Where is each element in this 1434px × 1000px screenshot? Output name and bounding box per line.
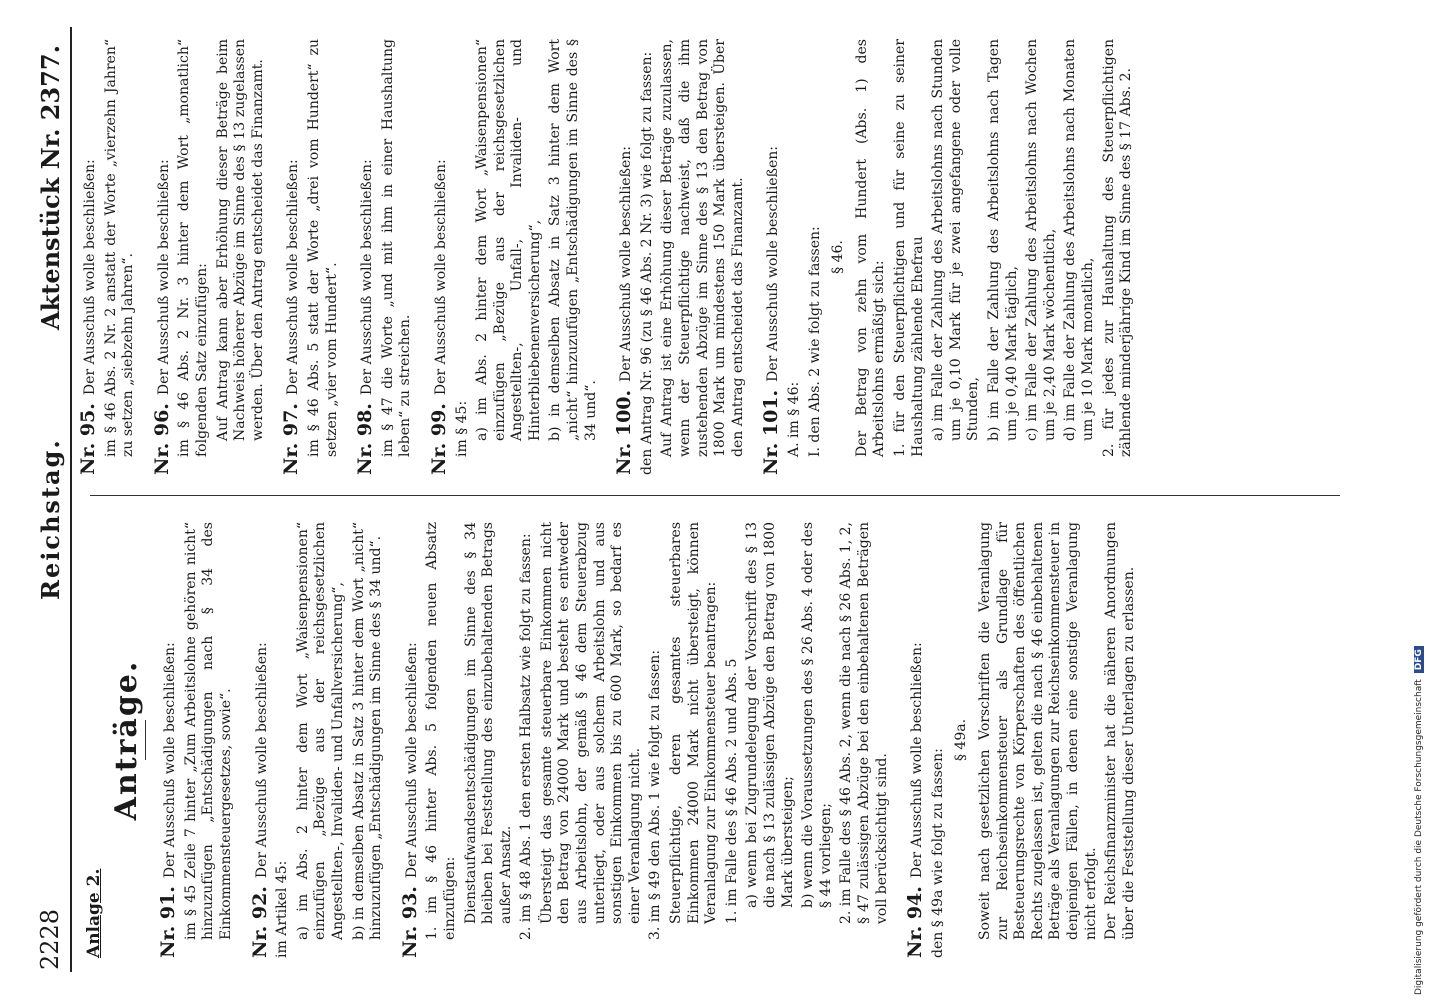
antrag-line: Der Ausschuß wolle beschließen: [253,642,270,879]
antrag-number: Nr. 95. [77,403,99,475]
antrag-line: im § 46 Abs. 5 statt der Worte „drei vom Hundert“ zu setzen „vier vom Hundert“. [305,39,340,457]
paragraph-heading: § 46. [830,240,847,274]
antrag-line: 2. für jedes zur Haushaltung des Steuerpflichtigen zählende minderjährige Kind im Sinne des § 17 Abs. 2. [1100,39,1135,457]
antrag-line: im Artikel 45: [274,860,291,958]
left-column [80,522,1350,958]
antrag-line: im § 45: [453,400,470,457]
antrag-line: den Antrag Nr. 96 (zu § 46 Abs. 2 Nr. 3) wie folgt zu fassen: [638,51,655,475]
antrag-line: Der Ausschuß wolle beschließen: [618,146,635,382]
title-rule [145,720,146,760]
antrag-line: 1. im § 46 hinter Abs. 5 folgenden neuen Absatz einzufügen: [424,522,458,940]
antrag-number: Nr. 97. [280,403,303,475]
antrag-101 [760,39,1135,475]
header-reference: Aktenstück Nr. 2377. [36,45,65,330]
antrag-line: 2. im Falle des § 46 Abs. 2, wenn die nach § 26 Abs. 1, 2, § 47 zulässigen Abzüge bei den einbehaltenen Beträgen voll berücksichtigt sind. [838,521,890,924]
antrag-line: 1. für den Steuerpflichtigen und für seine zu seiner Haushaltung zählende Ehefrau [891,39,926,457]
credit-text: Digitalisierung gefördert durch die Deutsche Forschungsgemeinschaft [1414,679,1424,995]
digitization-credit [1414,0,1430,995]
antrag-line: Der Ausschuß wolle beschließen: [432,159,449,396]
right-column [77,39,1350,475]
antrag-number: Nr. 92. [248,886,271,958]
antrag-line: Der Ausschuß wolle beschließen: [359,159,376,396]
antrag-100 [613,39,747,475]
anlage-label: Anlage 2. [84,868,104,958]
antrag-line: A. im § 46: [786,381,802,457]
antrag-line: den § 49a wie folgt zu fassen: [929,748,946,958]
antrag-line: a) im Abs. 2 hinter dem Wort „Waisenpensionen“ einzufügen „Bezüge aus der reichsgesetzlichen Angestellten-, Unfall-, Invaliden- und Hinterbliebenenversicherung“, [474,39,543,441]
antrag-number: Nr. 93. [398,886,421,958]
antrag-line: I. den Abs. 2 wie folgt zu fassen: [806,226,823,457]
dfg-logo: DFG [1414,646,1424,673]
antrag-line: Der Ausschuß wolle beschließen: [909,642,926,879]
antrag-line: Der Ausschuß wolle beschließen: [155,159,172,396]
antrag-number: Nr. 96. [150,403,173,475]
antrag-line: im § 45 Zeile 7 hinter „Zum Arbeitslohne gehören nicht“ hinzuzufügen „Entschädigungen nach § 34 des Einkommensteuergesetzes, sowie“. [182,522,234,940]
antrag-line: Auf Antrag kann aber Erhöhung dieser Beträge beim Nachweis höherer Abzüge im Sinne des § 13 zugelassen werden. Über den Antrag entscheidet das Finanzamt. [214,39,266,441]
antrag-line: Der Ausschuß wolle beschließen: [82,159,98,396]
antrag-line: Steuerpflichtige, deren gesamtes steuerbares Einkommen 24000 Mark nicht übersteigt, können Veranlagung zur Einkommensteuer beantragen: [668,522,720,924]
antrag-93 [398,521,891,958]
antrag-line: Der Ausschuß wolle beschließen: [403,642,420,879]
antrag-line: a) im Falle der Zahlung des Arbeitslohns nach Stunden um je 0,10 Mark für je zwei angefangene oder volle Stunden, [930,39,982,441]
antrag-91 [157,522,235,958]
antrag-line: im § 47 die Worte „und mit ihm in einer Haushaltung leben“ zu streichen. [379,39,414,457]
antrag-96 [150,39,268,475]
antrag-line: b) in demselben Absatz in Satz 3 hinter dem Wort „nicht“ hinzuzufügen „Entschädigungen im Sinne des § 34 und“. [547,39,599,441]
antrag-line: a) im Abs. 2 hinter dem Wort „Waisenpensionen“ einzufügen „Bezüge aus der reichsgesetzlichen Angestellten-, Invaliden- und Unfallversicherung“, [294,522,346,940]
antrag-92 [248,522,386,958]
rotated-page [30,20,1410,980]
antrag-line: im § 46 Abs. 2 Nr. 2 anstatt der Worte „vierzehn Jahren“ zu setzen „siebzehn Jahren“. [102,39,137,457]
antrag-line: Soweit nach gesetzlichen Vorschriften die Veranlagung zur Reichseinkommensteuer als Grundlage für Besteuerungsrechte von Körperschaften des öffentlichen Rechts zugelassen ist, gelten die nach § 46 einbehaltenen Beträge als Veranlagungen zur Reichseinkommensteuer in denjenigen Fällen, in denen eine sonstige Veranlagung nicht erfolgt. [976,522,1099,940]
antrag-line: im § 46 Abs. 2 Nr. 3 hinter dem Wort „monatlich“ folgenden Satz einzufügen: [176,39,210,457]
antrag-line: b) wenn die Voraussetzungen des § 26 Abs. 4 oder des § 44 vorliegen; [800,522,834,908]
antrag-line: b) in demselben Absatz in Satz 3 hinter dem Wort „nicht“ hinzuzufügen „Entschädigungen im Sinne des § 34 und“. [350,522,385,940]
antrag-line: Dienstaufwandsentschädigungen im Sinne des § 34 bleiben bei Feststellung des einzubehaltenden Betrags außer Ansatz. [462,522,514,924]
header-title: Reichstag. [36,438,65,600]
antrag-line: Der Ausschuß wolle beschließen: [285,159,302,396]
antrag-number: Nr. 99. [427,403,450,475]
antrag-line: d) im Falle der Zahlung des Arbeitslohns nach Monaten um je 10 Mark monatlich, [1062,39,1096,441]
antrag-line: Der Ausschuß wolle beschließen: [765,146,782,382]
antrag-line: Der Betrag von zehn vom Hundert (Abs. 1) des Arbeitslohns ermäßigt sich: [853,39,888,457]
antrag-number: Nr. 94. [904,886,927,958]
antrag-95 [77,39,138,475]
antrag-94 [904,522,1138,958]
antrag-number: Nr. 98. [354,403,377,475]
antrag-99 [427,39,600,475]
antrag-97 [280,39,341,475]
page-header [30,20,72,980]
antrag-number: Nr. 101. [760,389,783,475]
antrag-98 [354,39,415,475]
antrag-line: Der Ausschuß wolle beschließen: [162,642,179,879]
paragraph-heading: § 49a. [953,718,970,762]
header-rule [70,27,72,972]
antrag-number: Nr. 91. [157,886,180,958]
page-number: 2228 [36,908,64,970]
antrag-line: 3. im § 49 den Abs. 1 wie folgt zu fassen: [647,649,664,940]
antrag-line: Der Reichsfinanzminister hat die näheren Anordnungen über die Feststellung dieser Unterlagen zu erlassen. [1103,522,1137,940]
antrag-line: 1. im Falle des § 46 Abs. 2 und Abs. 5 [723,658,740,924]
antrag-line: b) im Falle der Zahlung des Arbeitslohns nach Tagen um je 0,40 Mark täglich, [985,39,1020,441]
antrag-line: c) im Falle der Zahlung des Arbeitslohns nach Wochen um je 2,40 Mark wöchentlich, [1024,39,1058,441]
antrag-line: Übersteigt das gesamte steuerbare Einkommen nicht den Betrag von 24000 Mark und besteht es entweder aus Arbeitslohn, der gemäß § 46 dem Steuerabzug unterliegt, oder aus solchem Arbeitslohn und aus sonstigen Einkommen bis zu 600 Mark, so bedarf es einer Veranlagung nicht. [538,522,643,924]
column-divider [90,495,1340,496]
antrag-line: Auf Antrag ist eine Erhöhung dieser Beträge zuzulassen, wenn der Steuerpflichtige nachweist, daß die ihm zustehenden Abzüge im Sinne des § 13 den Betrag von 1800 Mark um mindestens 150 Mark übersteigen. Über den Antrag entscheidet das Finanzamt. [659,39,746,457]
section-title: Anträge. [108,659,144,821]
antrag-number: Nr. 100. [613,389,636,475]
antrag-line: 2. im § 48 Abs. 1 den ersten Halbsatz wie folgt zu fassen: [518,533,535,940]
antrag-line: a) wenn bei Zugrundelegung der Vorschrift des § 13 die nach § 13 zulässigen Abzüge den Betrag von 1800 Mark übersteigen; [744,522,796,908]
